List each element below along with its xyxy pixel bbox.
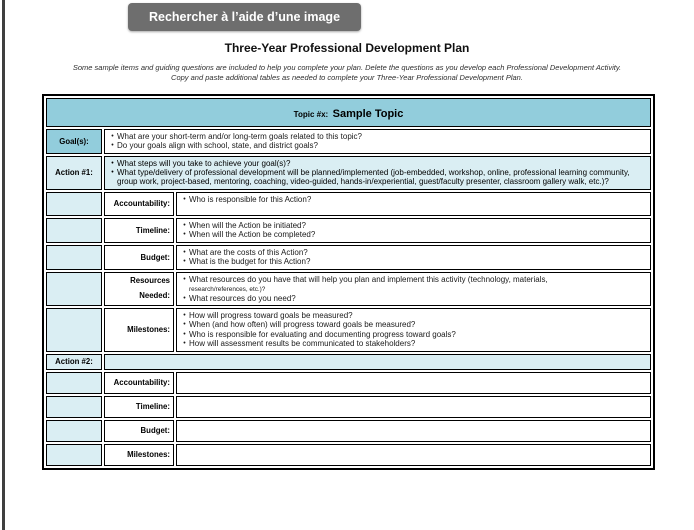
left-spacer-cell xyxy=(46,372,102,394)
budget2-label-cell: Budget: xyxy=(104,420,174,442)
left-spacer-cell xyxy=(46,308,102,352)
timeline-label-cell: Timeline: xyxy=(104,218,174,243)
left-spacer-cell xyxy=(46,245,102,270)
left-spacer-cell xyxy=(46,420,102,442)
row-goals xyxy=(46,129,651,154)
bullet-item xyxy=(180,311,647,320)
bullet-dot: • xyxy=(183,330,186,338)
bullet-dot: • xyxy=(183,340,186,348)
document-intro: Some sample items and guiding questions are included to help you complete your plan. Delete the questions as you develop each Professional Development Activity. Copy and paste additional tables as needed to complete your Three-Year Professional Development Plan. xyxy=(72,63,622,83)
bullet-item xyxy=(108,141,647,150)
bullet-item xyxy=(108,132,647,141)
resources-question-main: What resources do you have that will help you plan and implement this activity (technology, materials, xyxy=(189,274,548,284)
bullet-dot: • xyxy=(183,248,186,256)
accountability-label-cell: Accountability: xyxy=(104,192,174,216)
milestones-content-cell xyxy=(176,308,651,352)
bullet-dot: • xyxy=(183,294,186,302)
row-topic-header xyxy=(46,98,651,127)
row-action1-resources xyxy=(46,272,651,306)
bullet-item xyxy=(108,168,647,187)
row-action2-timeline xyxy=(46,396,651,418)
milestones2-content-cell xyxy=(176,444,651,466)
bullet-dot: • xyxy=(111,169,114,176)
row-action1-accountability xyxy=(46,192,651,216)
left-spacer-cell xyxy=(46,272,102,306)
milestones2-label-cell: Milestones: xyxy=(104,444,174,466)
accountability-content-cell xyxy=(176,192,651,216)
bullet-text: What is the budget for this Action? xyxy=(189,257,311,267)
bullet-item xyxy=(180,330,647,339)
bullet-dot: • xyxy=(183,275,186,283)
bullet-item xyxy=(180,248,647,257)
bullet-text: When will the Action be completed? xyxy=(189,230,316,240)
bullet-text xyxy=(189,275,647,294)
bullet-item xyxy=(180,294,647,303)
action2-content-cell xyxy=(104,354,651,370)
document-page xyxy=(0,41,694,470)
bullet-text: Who is responsible for evaluating and documenting progress toward goals? xyxy=(189,329,456,339)
accountability2-content-cell xyxy=(176,372,651,394)
goals-label-cell: Goal(s): xyxy=(46,129,102,154)
bullet-item xyxy=(180,195,647,204)
budget-label-cell: Budget: xyxy=(104,245,174,270)
bullet-dot: • xyxy=(183,221,186,229)
bullet-item xyxy=(180,230,647,239)
budget2-content-cell xyxy=(176,420,651,442)
bullet-dot: • xyxy=(183,258,186,266)
row-action1-milestones xyxy=(46,308,651,352)
action1-content-cell xyxy=(104,156,651,190)
bullet-text: Who is responsible for this Action? xyxy=(189,194,312,204)
bullet-dot: • xyxy=(111,159,114,167)
left-spacer-cell xyxy=(46,444,102,466)
bullet-item xyxy=(108,159,647,168)
bullet-dot: • xyxy=(183,231,186,239)
bullet-text: What are your short-term and/or long-term goals related to this topic? xyxy=(117,131,362,141)
row-action2-budget xyxy=(46,420,651,442)
resources-label-cell: Resources Needed: xyxy=(104,272,174,306)
goals-content-cell xyxy=(104,129,651,154)
bullet-text: Do your goals align with school, state, and district goals? xyxy=(117,141,318,151)
action2-label-cell: Action #2: xyxy=(46,354,102,370)
bullet-dot: • xyxy=(183,321,186,329)
bullet-text: When (and how often) will progress toward goals be measured? xyxy=(189,320,416,330)
bullet-text: What are the costs of this Action? xyxy=(189,247,308,257)
row-action2-milestones xyxy=(46,444,651,466)
bullet-text: What steps will you take to achieve your goal(s)? xyxy=(117,158,291,168)
budget-content-cell xyxy=(176,245,651,270)
bullet-dot: • xyxy=(183,195,186,203)
search-by-image-button[interactable]: Rechercher à l’aide d’une image xyxy=(128,3,361,31)
bullet-text: How will progress toward goals be measured? xyxy=(189,311,353,321)
resources-content-cell xyxy=(176,272,651,306)
row-action1 xyxy=(46,156,651,190)
topic-title: Sample Topic xyxy=(332,107,404,120)
bullet-item xyxy=(180,339,647,348)
left-spacer-cell xyxy=(46,396,102,418)
resources-question-small: research/references, etc.)? xyxy=(189,286,266,294)
bullet-dot: • xyxy=(183,312,186,320)
bullet-item xyxy=(180,320,647,329)
row-action1-budget xyxy=(46,245,651,270)
bullet-text: What type/delivery of professional development will be planned/implemented (job-embedded, workshop, online, professional learning community, group work, project-based, mentoring, coaching, video-guided, hands-in/experiential, guest/faculty presenter, classroom gallery walk, etc.)? xyxy=(117,168,630,187)
left-spacer-cell xyxy=(46,218,102,243)
row-action1-timeline xyxy=(46,218,651,243)
topic-number-label: Topic #x: xyxy=(293,109,329,119)
timeline-content-cell xyxy=(176,218,651,243)
bullet-text: How will assessment results be communicated to stakeholders? xyxy=(189,339,416,349)
pd-plan-table xyxy=(42,94,655,470)
bullet-text: When will the Action be initiated? xyxy=(189,220,306,230)
page-title: Three-Year Professional Development Plan xyxy=(224,41,470,55)
bullet-item xyxy=(180,257,647,266)
row-action2 xyxy=(46,354,651,370)
accountability2-label-cell: Accountability: xyxy=(104,372,174,394)
topic-header-cell xyxy=(46,98,651,127)
bullet-item xyxy=(180,221,647,230)
bullet-dot: • xyxy=(111,132,114,140)
bullet-dot: • xyxy=(111,142,114,150)
bullet-item xyxy=(180,275,647,294)
timeline2-content-cell xyxy=(176,396,651,418)
timeline2-label-cell: Timeline: xyxy=(104,396,174,418)
left-spacer-cell xyxy=(46,192,102,216)
action1-label-cell: Action #1: xyxy=(46,156,102,190)
row-action2-accountability xyxy=(46,372,651,394)
bullet-text: What resources do you need? xyxy=(189,293,296,303)
milestones-label-cell: Milestones: xyxy=(104,308,174,352)
